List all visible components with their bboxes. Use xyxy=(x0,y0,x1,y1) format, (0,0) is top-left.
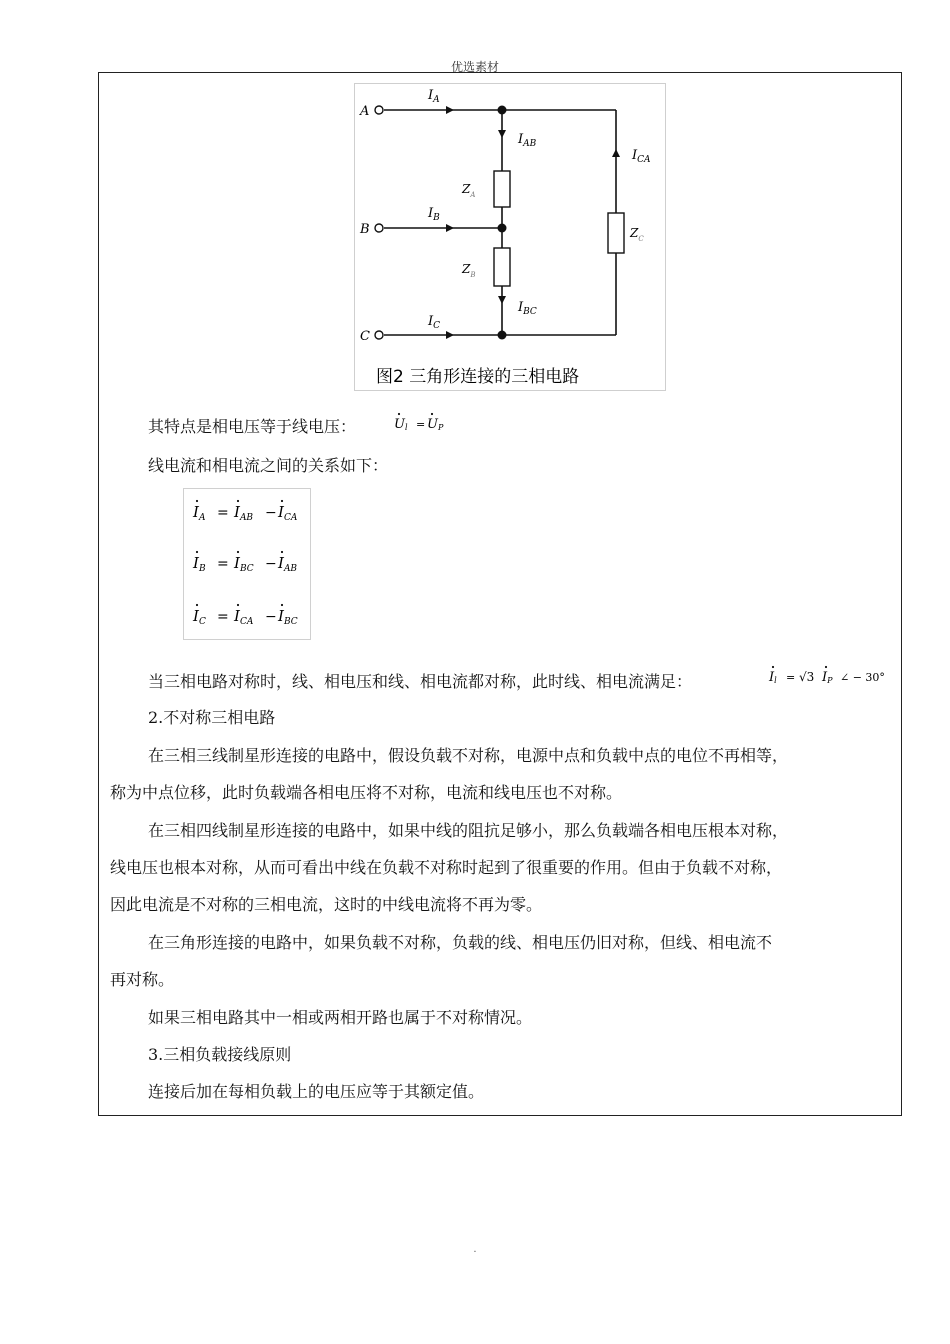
impedance-zc-label: $Z_C$ xyxy=(630,226,644,243)
svg-text:−: − xyxy=(265,505,277,521)
paragraph-star-3wire-2: 称为中点位移，此时负载端各相电压将不对称，电流和线电压也不对称。 xyxy=(110,783,623,802)
svg-text:ICA: $I_{CA}$ xyxy=(234,607,254,627)
junction-dot-top xyxy=(498,106,507,115)
terminal-b-icon xyxy=(375,224,383,232)
svg-text:IBC: $I_{BC}$ xyxy=(278,607,298,627)
paragraph-star-4wire-1: 在三相四线制星形连接的电路中，如果中线的阻抗足够小，那么负载端各相电压根本对称， xyxy=(148,821,789,840)
terminal-c-label: C xyxy=(360,329,370,344)
svg-text:UP: UP xyxy=(427,417,444,432)
svg-text:=: = xyxy=(217,609,229,625)
current-ib-label: $I_B$ xyxy=(428,206,440,223)
svg-text:√3: √3 xyxy=(799,670,815,684)
svg-text:IP: IP xyxy=(822,670,833,685)
current-ic-label: $I_C$ xyxy=(428,314,441,331)
svg-text:IC: $I_C$ xyxy=(193,607,206,627)
impedance-za xyxy=(494,171,510,207)
paragraph-star-3wire-1: 在三相三线制星形连接的电路中，假设负载不对称，电源中点和负载中点的电位不再相等， xyxy=(148,746,789,765)
footer-mark: . xyxy=(473,1244,477,1255)
impedance-za-label: $Z_A$ xyxy=(462,182,476,199)
paragraph-delta-1: 在三角形连接的电路中，如果负载不对称，负载的线、相电压仍旧对称，但线、相电流不 xyxy=(148,933,773,952)
formula-symmetric xyxy=(766,662,896,694)
current-ibc-label: $I_{BC}$ xyxy=(518,300,537,317)
paragraph-delta-2: 再对称。 xyxy=(110,970,175,989)
diagram-caption: 图2 三角形连接的三相电路 xyxy=(376,367,580,387)
section-heading-asymmetric: 2.不对称三相电路 xyxy=(148,708,276,727)
terminal-b-label: B xyxy=(360,222,370,237)
svg-text:=: = xyxy=(217,505,229,521)
svg-text:IAB: $I_{AB}$ xyxy=(234,503,254,523)
svg-text:IB: $I_B$ xyxy=(193,554,206,574)
svg-text:ICA: $I_{CA}$ xyxy=(278,503,298,523)
svg-text:=: = xyxy=(786,671,796,684)
paragraph-open-circuit: 如果三相电路其中一相或两相开路也属于不对称情况。 xyxy=(148,1008,533,1027)
svg-text:IAB: $I_{AB}$ xyxy=(278,554,298,574)
paragraph-relations: 线电流和相电流之间的关系如下： xyxy=(148,456,389,475)
svg-text:IBC: $I_{BC}$ xyxy=(234,554,254,574)
svg-text:−: − xyxy=(265,609,277,625)
terminal-a-label: A xyxy=(360,104,370,119)
delta-circuit-diagram xyxy=(354,83,666,391)
svg-text:=: = xyxy=(416,418,426,431)
formula-voltage xyxy=(392,410,458,440)
paragraph-star-4wire-2: 线电压也根本对称，从而可看出中线在负载不对称时起到了很重要的作用。但由于负载不对称， xyxy=(110,858,783,877)
impedance-zc xyxy=(608,213,624,253)
svg-text:Il: Il xyxy=(769,670,777,685)
paragraph-symmetric: 当三相电路对称时，线、相电压和线、相电流都对称，此时线、相电流满足： xyxy=(148,672,693,691)
paragraph-star-4wire-3: 因此电流是不对称的三相电流，这时的中线电流将不再为零。 xyxy=(110,895,543,914)
svg-text:Ul: Ul xyxy=(394,417,408,432)
page-header: 优选素材 xyxy=(450,60,499,74)
current-iab-label: $I_{AB}$ xyxy=(518,132,537,149)
paragraph-phase-voltage: 其特点是相电压等于线电压： xyxy=(148,417,357,436)
current-ica-label: $I_{CA}$ xyxy=(632,148,651,165)
current-relations-box xyxy=(183,488,311,640)
junction-dot-mid xyxy=(498,224,507,233)
current-ia-label: $I_A$ xyxy=(428,88,440,105)
junction-dot-bottom xyxy=(498,331,507,340)
paragraph-rated-voltage: 连接后加在每相负载上的电压应等于其额定值。 xyxy=(148,1082,485,1101)
terminal-c-icon xyxy=(375,331,383,339)
terminal-a-icon xyxy=(375,106,383,114)
svg-text:=: = xyxy=(217,556,229,572)
impedance-zb-label: $Z_B$ xyxy=(462,262,476,279)
svg-text:IA: $I_A$ xyxy=(193,503,206,523)
svg-text:∠ − 30°: ∠ − 30° xyxy=(840,671,885,684)
section-heading-wiring: 3.三相负载接线原则 xyxy=(148,1045,292,1064)
svg-text:−: − xyxy=(265,556,277,572)
impedance-zb xyxy=(494,248,510,286)
